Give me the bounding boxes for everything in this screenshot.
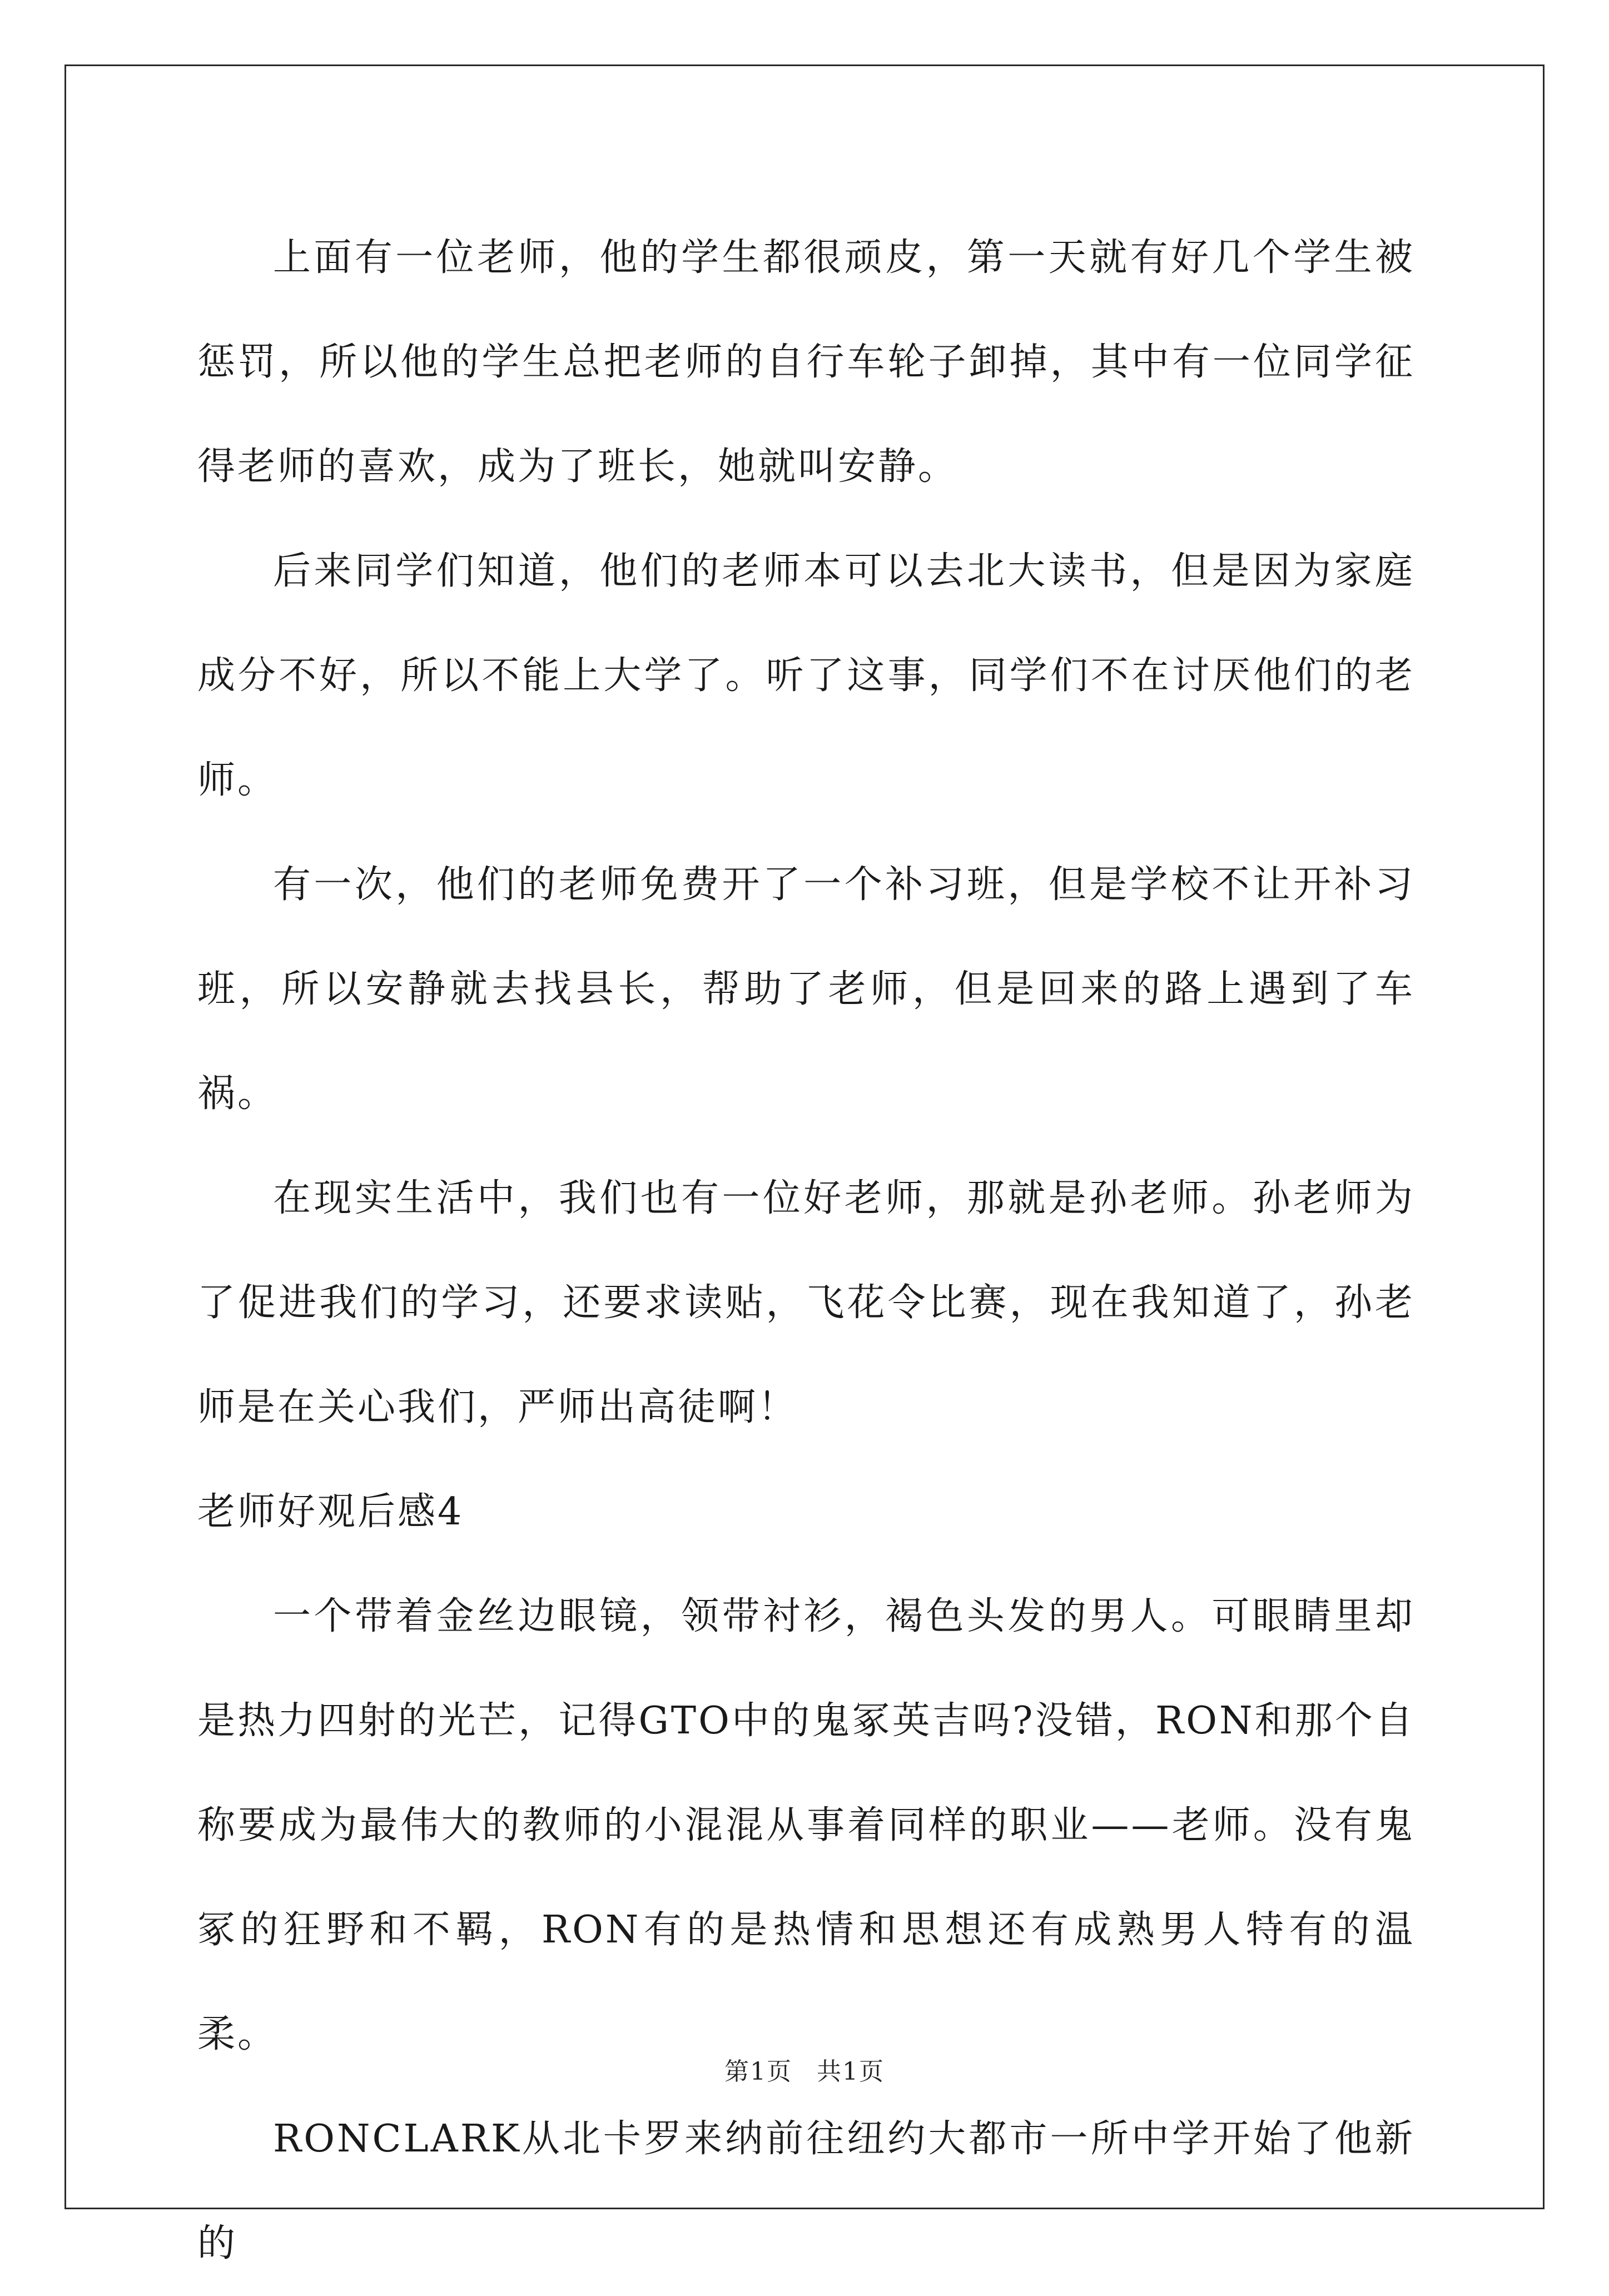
paragraph: 上面有一位老师，他的学生都很顽皮，第一天就有好几个学生被惩罚，所以他的学生总把老师的自行车轮子卸掉，其中有一位同学征得老师的喜欢，成为了班长，她就叫安静。 — [197, 236, 1415, 489]
paragraph: 后来同学们知道，他们的老师本可以去北大读书，但是因为家庭成分不好，所以不能上大学了。听了这事，同学们不在讨厌他们的老师。 — [197, 549, 1415, 802]
page-total: 共1页 — [817, 2058, 885, 2086]
paragraph: 在现实生活中，我们也有一位好老师，那就是孙老师。孙老师为了促进我们的学习，还要求读贴，飞花令比赛，现在我知道了，孙老师是在关心我们，严师出高徒啊！ — [197, 1176, 1415, 1429]
paragraph: 有一次，他们的老师免费开了一个补习班，但是学校不让开补习班，所以安静就去找县长，帮助了老师，但是回来的路上遇到了车祸。 — [197, 863, 1415, 1116]
page-number: 第1页 — [724, 2058, 792, 2086]
paragraph: RONCLARK从北卡罗来纳前往纽约大都市一所中学开始了他新的 — [197, 2117, 1415, 2265]
document-body — [197, 206, 1415, 2296]
page-footer — [0, 2051, 1609, 2087]
section-title: 老师好观后感4 — [197, 1490, 464, 1534]
paragraph: 一个带着金丝边眼镜，领带衬衫，褐色头发的男人。可眼睛里却是热力四射的光芒，记得GTO中的鬼冢英吉吗?没错，RON和那个自称要成为最伟大的教师的小混混从事着同样的职业——老师。没有鬼冢的狂野和不羁，RON有的是热情和思想还有成熟男人特有的温柔。 — [197, 1594, 1415, 2056]
